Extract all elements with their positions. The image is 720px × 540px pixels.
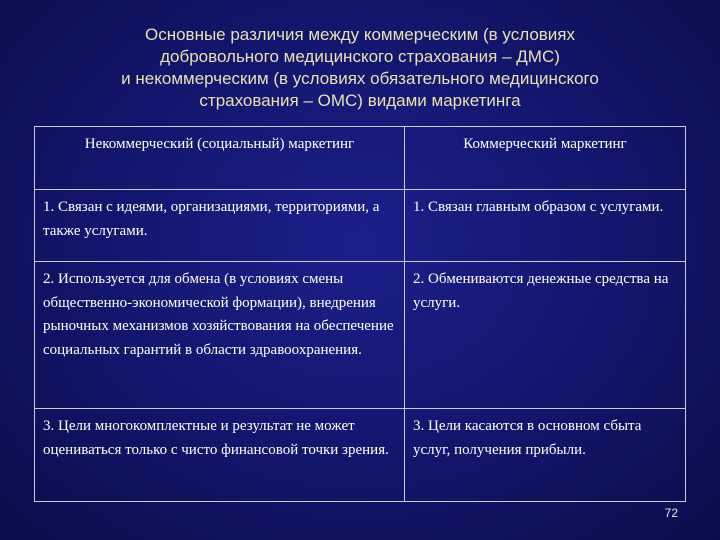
table-cell-commercial: 1. Связан главным образом с услугами. xyxy=(405,190,686,262)
table-row xyxy=(35,262,686,409)
table-cell-commercial: 2. Обмениваются денежные средства на услуги. xyxy=(405,262,686,409)
comparison-table xyxy=(34,126,686,502)
title-line: и некоммерческим (в условиях обязательного медицинского xyxy=(121,69,599,88)
table-cell-noncommercial: 1. Связан с идеями, организациями, территориями, а также услугами. xyxy=(35,190,405,262)
table-cell-noncommercial: 3. Цели многокомплектные и результат не может оцениваться только с чисто финансовой точки зрения. xyxy=(35,409,405,502)
table-header-row xyxy=(35,127,686,190)
table-cell-noncommercial: 2. Используется для обмена (в условиях смены общественно-экономической формации), внедрения рыночных механизмов хозяйствования на обеспечение социальных гарантий в области здравоохранения. xyxy=(35,262,405,409)
table-cell-commercial: 3. Цели касаются в основном сбыта услуг, получения прибыли. xyxy=(405,409,686,502)
title-line: страхования – ОМС) видами маркетинга xyxy=(199,91,521,110)
title-line: Основные различия между коммерческим (в условиях xyxy=(144,25,576,44)
title-line: добровольного медицинского страхования – ДМС) xyxy=(160,47,560,66)
table-row xyxy=(35,190,686,262)
header-commercial: Коммерческий маркетинг xyxy=(405,127,686,190)
header-noncommercial: Некоммерческий (социальный) маркетинг xyxy=(35,127,405,190)
slide-title xyxy=(30,24,690,112)
slide-number: 72 xyxy=(664,506,678,520)
table-row xyxy=(35,409,686,502)
